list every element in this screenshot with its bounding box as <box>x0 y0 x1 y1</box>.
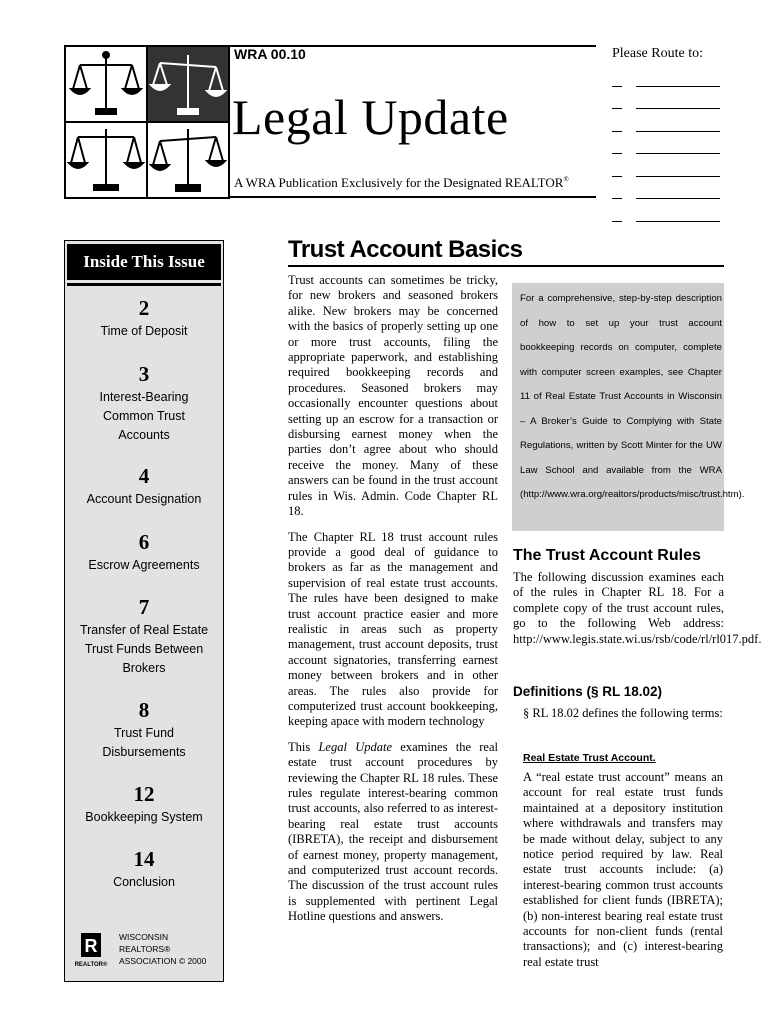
toc-item <box>65 849 223 892</box>
toc-item <box>65 532 223 575</box>
route-line <box>612 109 720 132</box>
toc-page: 12 <box>133 782 155 806</box>
route-line <box>612 177 720 200</box>
toc-label: Trust Fund Disbursements <box>102 726 186 759</box>
article-paragraph: The Chapter RL 18 trust account rules provide a good deal of guidance to brokers as far as the management and supervision of real estate trust accounts. The rules have been designed to make trust account practice easier and more realistic in areas such as property management, trust account deposits, trust account signatories, transferring earnest money between brokers and in other areas. The rules also provide for computerized trust account bookkeeping, keeping apace with modern technology <box>288 529 498 729</box>
route-line <box>612 87 720 110</box>
rules-paragraph: The following discussion examines each of the rules in Chapter RL 18. For a complete copy of the trust account rules, go to the following Web address: http://www.legis.state.wi.us/rsb/code/rl/rl017.pdf. <box>513 570 762 646</box>
association-line: ASSOCIATION © 2000 <box>119 956 207 966</box>
toc-page: 8 <box>138 698 150 722</box>
registered-mark: ® <box>563 175 569 184</box>
sidebar-heading: Inside This Issue <box>67 244 221 280</box>
issue-number: WRA 00.10 <box>234 46 306 62</box>
inside-this-issue-sidebar <box>64 240 224 982</box>
svg-text:R: R <box>84 936 98 956</box>
toc-page: 3 <box>138 362 150 386</box>
paragraph-text: This <box>288 739 319 754</box>
toc-label: Bookkeeping System <box>85 810 203 824</box>
toc-label: Transfer of Real Estate Trust Funds Between Brokers <box>79 623 209 675</box>
toc-item <box>65 466 223 509</box>
paragraph-text: examines the real estate trust account procedures by reviewing the Chapter RL 18 rules. These rules regulate interest-bearing common trust accounts, also referred to as interest-bearing real estate trust accounts (IBRETA), the receipt and disbursement of earnest money, property management, and computerized trust account records. The discussion of the trust account rules is supplemented with pertinent Legal Hotline questions and answers. <box>288 739 498 924</box>
newsletter-title: Legal Update <box>232 89 509 145</box>
article-title-rule <box>288 265 724 267</box>
route-line <box>612 199 720 222</box>
realtor-mark-text: REALTOR® <box>74 962 108 968</box>
callout-text: For a comprehensive, step-by-step description of how to set up your trust account bookkeeping records on computer, complete with computer screen examples, see Chapter 11 of Real Estate Trust Accounts in Wisconsin – A Broker’s Guide to Complying with State Regulations, written by Scott Minter for the UW Law School and available from the WRA (http://www.wra.org/realtors/products/misc/trust.htm). <box>520 293 745 500</box>
toc-page: 14 <box>133 847 155 871</box>
scales-icon <box>148 123 228 197</box>
toc-item <box>65 298 223 341</box>
article-paragraph: Trust accounts can sometimes be tricky, for new brokers and seasoned brokers alike. New brokers may be concerned with the basics of properly setting up one or more trust accounts, filing the appropriate paperwork, and establishing required bookkeeping records and procedures. Seasoned brokers may occasionally encounter questions about setting up an escrow for a transaction or disbursing earnest money when the parties don’t agree about who should receive the money. Many of these answers can be found in the trust account rules in Wis. Admin. Code Chapter RL 18. <box>288 273 498 519</box>
section-heading-definitions: Definitions (§ RL 18.02) <box>513 684 663 699</box>
association-footer <box>74 931 217 973</box>
toc-item <box>65 364 223 445</box>
toc-item <box>65 597 223 678</box>
toc-label: Time of Deposit <box>100 324 188 338</box>
route-line <box>612 132 720 155</box>
sidebar-rule <box>67 283 221 286</box>
toc-page: 2 <box>138 296 150 320</box>
route-lines <box>612 64 720 222</box>
article-column-1 <box>288 273 498 935</box>
scales-icon <box>66 47 146 121</box>
toc-item <box>65 700 223 762</box>
route-line <box>612 64 720 87</box>
realtor-logo-icon <box>74 933 108 969</box>
masthead-bottom-rule <box>228 196 596 198</box>
toc-page: 7 <box>138 595 150 619</box>
article-paragraph <box>288 740 498 925</box>
toc-label: Conclusion <box>113 875 175 889</box>
definition-term: Real Estate Trust Account. <box>523 752 656 764</box>
association-line: REALTORS® <box>119 944 171 954</box>
article-title: Trust Account Basics <box>288 236 523 263</box>
section-heading-rules: The Trust Account Rules <box>513 547 701 564</box>
definitions-intro: § RL 18.02 defines the following terms: <box>523 706 723 720</box>
toc-item <box>65 784 223 827</box>
association-name <box>119 931 206 967</box>
scales-icon <box>66 123 146 197</box>
route-line <box>612 154 720 177</box>
toc-page: 4 <box>138 464 150 488</box>
scales-icon <box>148 47 228 121</box>
definition-text: A “real estate trust account” means an account for real estate trust funds maintained at a depository institution where withdrawals and transfers may be made without delay, subject to any notice period required by law. Real estate trust accounts include: (a) interest-bearing common trust accounts established for client funds (IBRETA); (b) non-interest bearing real estate trust accounts for non-client funds (rental transactions); and (c) interest-bearing real estate trust <box>523 770 723 969</box>
toc-label: Interest-Bearing Common Trust Accounts <box>99 390 189 442</box>
scales-of-justice-logo <box>64 45 230 199</box>
newsletter-subtitle <box>234 175 569 191</box>
toc-page: 6 <box>138 530 150 554</box>
toc-label: Escrow Agreements <box>88 558 200 572</box>
toc-label: Account Designation <box>86 492 202 506</box>
association-line: WISCONSIN <box>119 932 169 942</box>
publication-name: Legal Update <box>318 739 393 754</box>
subtitle-text: A WRA Publication Exclusively for the Designated REALTOR <box>234 175 564 190</box>
route-label: Please Route to: <box>612 46 703 61</box>
